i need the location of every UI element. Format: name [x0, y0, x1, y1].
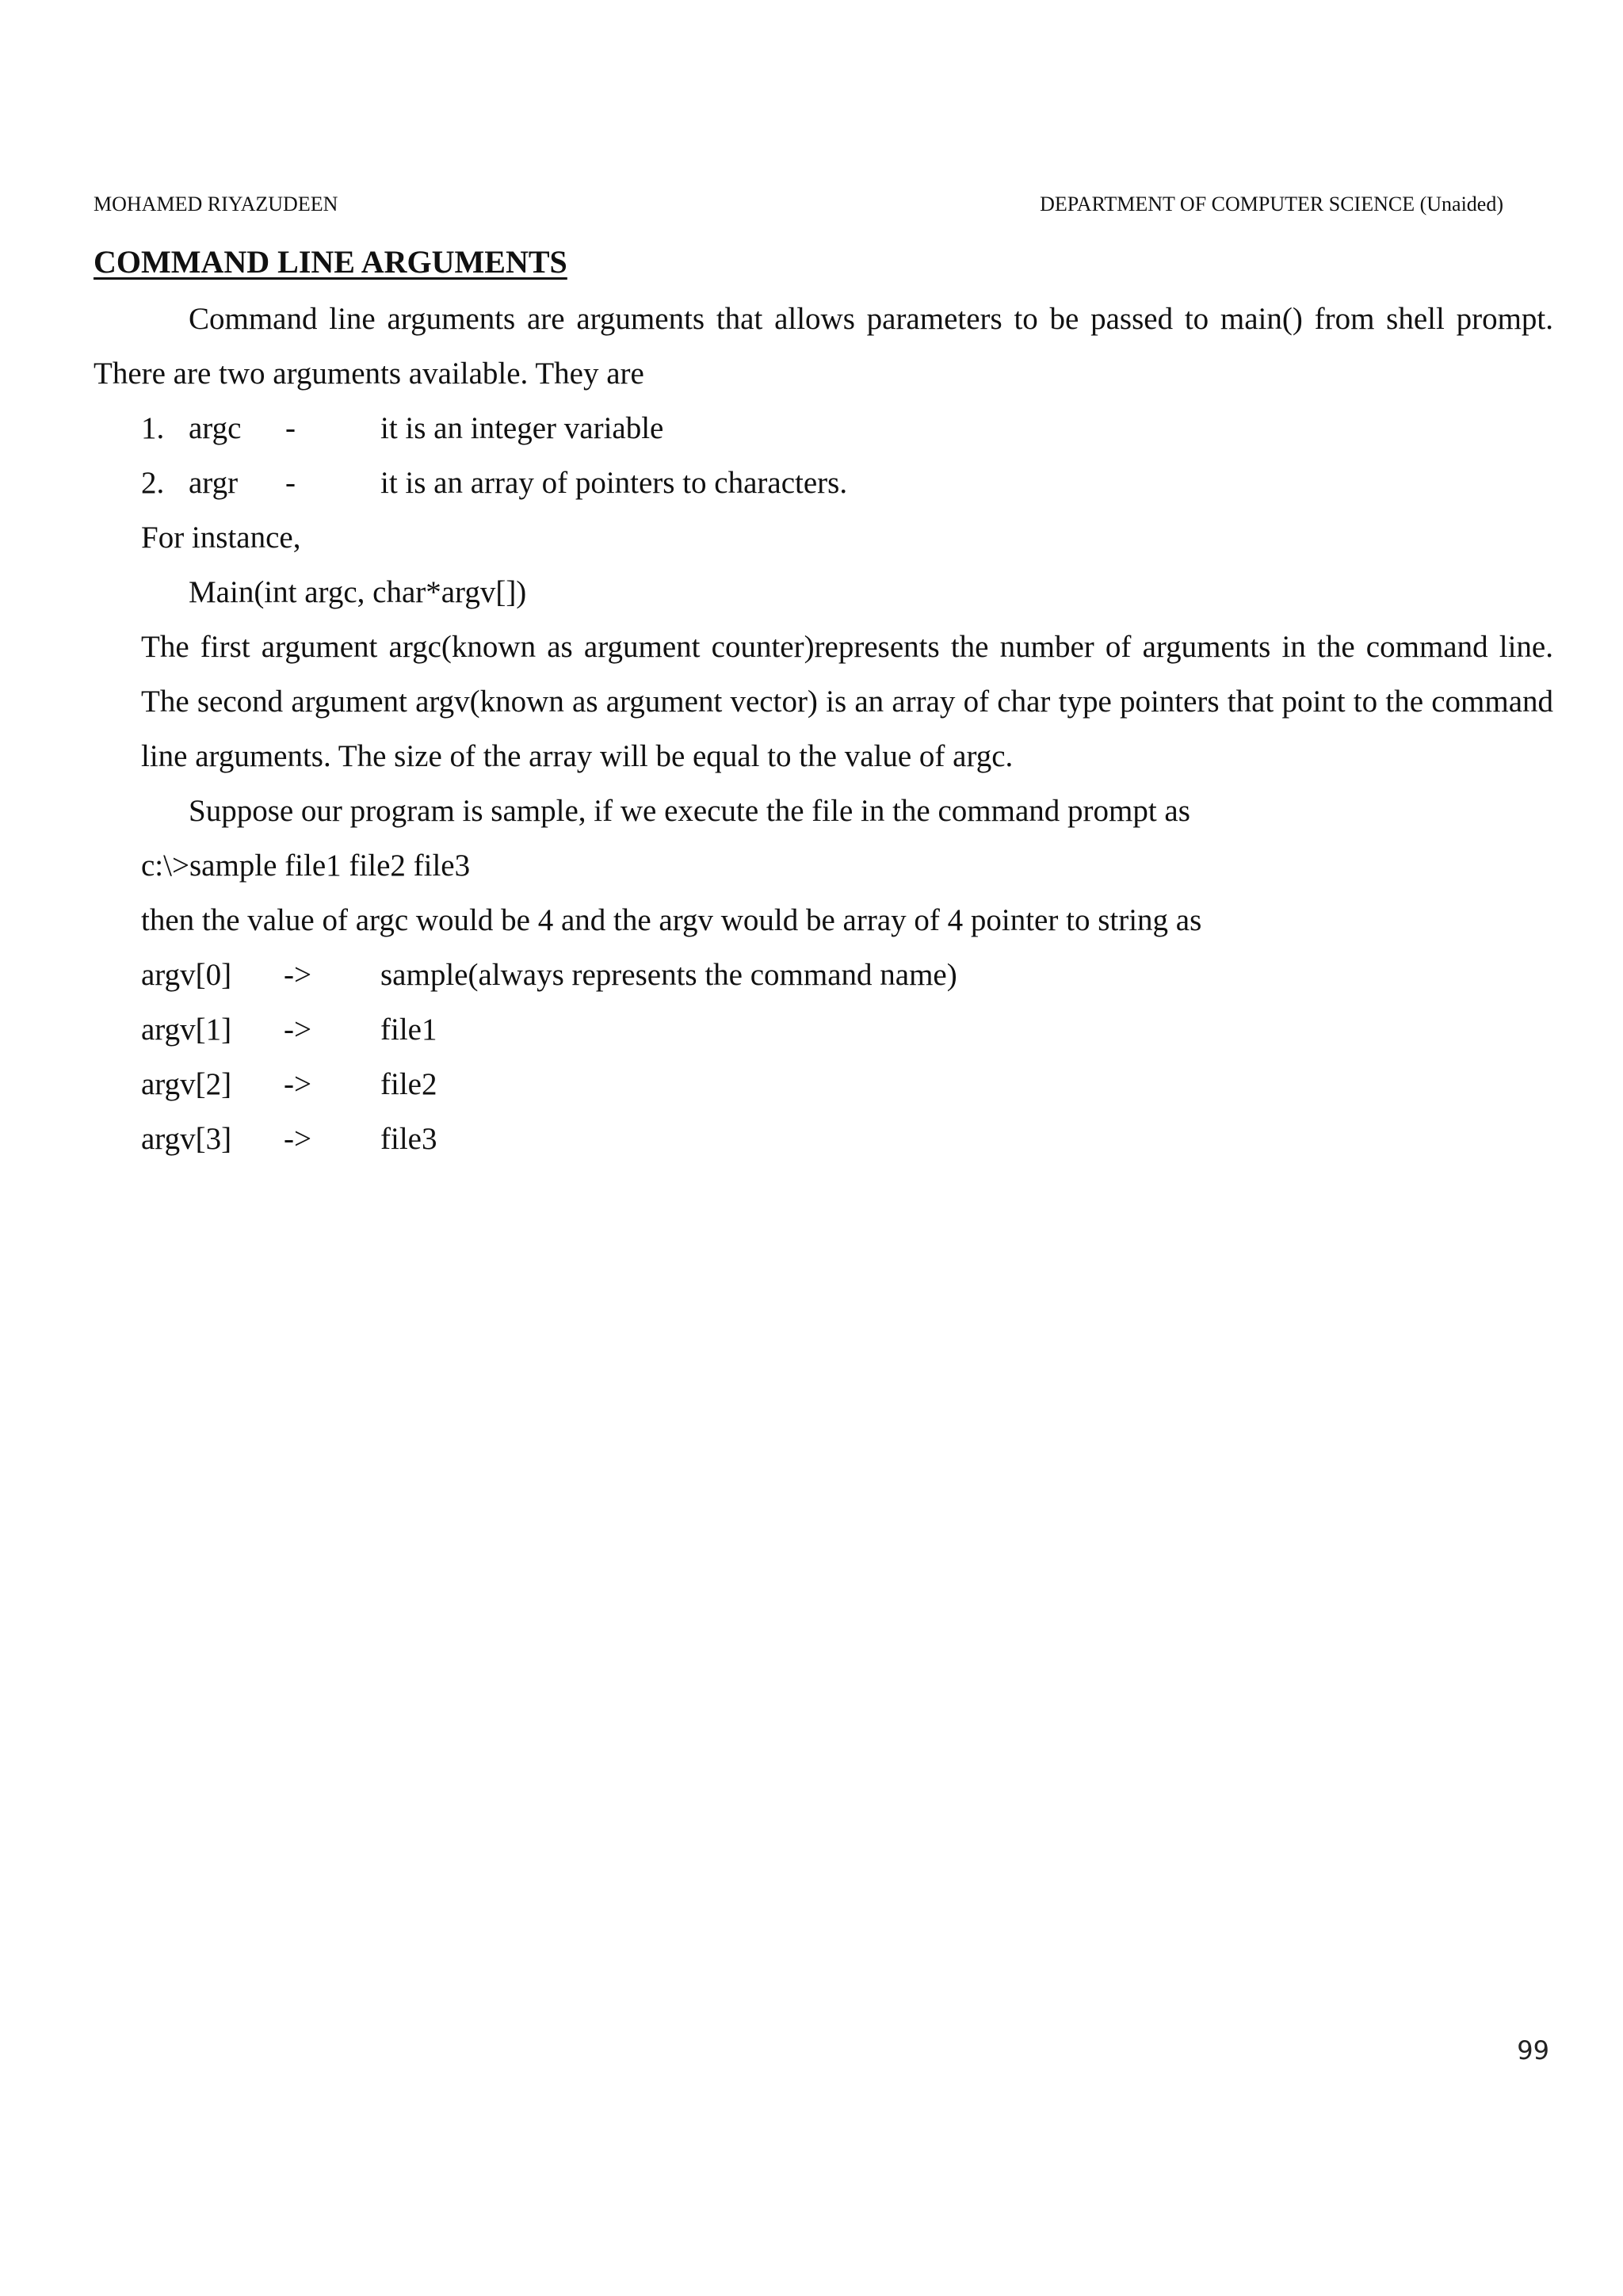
argv-arrow: ->: [284, 958, 311, 992]
argv-arrow: ->: [284, 1122, 311, 1156]
argv-value: file2: [380, 1067, 437, 1101]
arg-list-name: argc: [189, 411, 242, 445]
argv-name: argv[0]: [141, 958, 232, 992]
argv-value: file3: [380, 1122, 437, 1156]
argv-name: argv[2]: [141, 1067, 232, 1101]
then-text: then the value of argc would be 4 and the argv would be array of 4 pointer to string as: [141, 903, 1202, 937]
argv-value: sample(always represents the command name): [380, 958, 957, 992]
arg-list-number: 2.: [141, 466, 165, 500]
argv-value: file1: [380, 1013, 437, 1047]
suppose-text: Suppose our program is sample, if we execute the file in the command prompt as: [189, 794, 1190, 828]
arg-list-number: 1.: [141, 411, 165, 445]
explanation-paragraph: The first argument argc(known as argument counter)represents the number of arguments in the command line. The second argument argv(known as argument vector) is an array of char type pointers that point to the command line arguments. The size of the array will be equal to the value of argc.: [141, 630, 1553, 773]
arg-list-separator: -: [285, 411, 296, 445]
command-prompt-example: c:\>sample file1 file2 file3: [141, 849, 471, 883]
argv-arrow: ->: [284, 1013, 311, 1047]
argv-name: argv[1]: [141, 1013, 232, 1047]
arg-list-description: it is an array of pointers to characters.: [380, 466, 848, 500]
header-author: MOHAMED RIYAZUDEEN: [94, 193, 338, 215]
arg-list-separator: -: [285, 466, 296, 500]
argv-name: argv[3]: [141, 1122, 232, 1156]
page-number: 99: [1517, 2035, 1549, 2065]
intro-paragraph: Command line arguments are arguments that allows parameters to be passed to main() from shell prompt. There are two arguments available. They are: [94, 302, 1553, 391]
argv-arrow: ->: [284, 1067, 311, 1101]
code-example: Main(int argc, char*argv[]): [189, 575, 527, 609]
arg-list-description: it is an integer variable: [380, 411, 664, 445]
for-instance-text: For instance,: [141, 521, 301, 555]
arg-list-name: argr: [189, 466, 239, 500]
section-title: COMMAND LINE ARGUMENTS: [94, 244, 567, 280]
header-department: DEPARTMENT OF COMPUTER SCIENCE (Unaided): [1040, 193, 1503, 215]
